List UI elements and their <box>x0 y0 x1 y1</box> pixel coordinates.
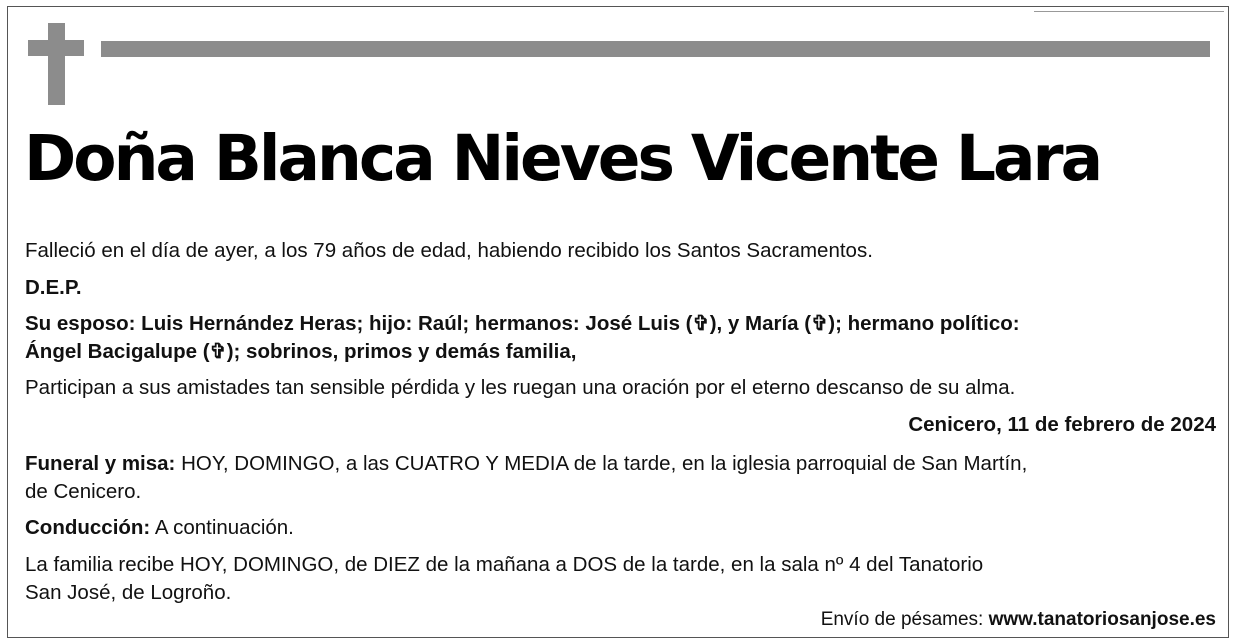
pesames-line <box>821 607 1216 633</box>
family-line-2: Ángel Bacigalupe (✞); sobrinos, primos y demás familia, <box>25 340 577 363</box>
family-line-1: Su esposo: Luis Hernández Heras; hijo: Raúl; hermanos: José Luis (✞), y María (✞); hermano político: <box>25 312 1020 335</box>
dep-text: D.E.P. <box>25 276 82 299</box>
familia-line-1: La familia recibe HOY, DOMINGO, de DIEZ de la mañana a DOS de la tarde, en la sala nº 4 del Tanatorio <box>25 553 984 576</box>
participan-text: Participan a sus amistades tan sensible pérdida y les ruegan una oración por el eterno descanso de su alma. <box>25 376 1016 399</box>
obituary-notice <box>7 6 1229 638</box>
funeral-text: HOY, DOMINGO, a las CUATRO Y MEDIA de la tarde, en la iglesia parroquial de San Martín, <box>175 452 1028 475</box>
header-rule <box>101 41 1210 57</box>
conduccion-line <box>25 513 294 542</box>
funeral-label: Funeral y misa: <box>25 452 176 475</box>
cross-icon <box>28 23 84 105</box>
funeral-line-1 <box>25 449 1027 478</box>
funeral-line-2: de Cenicero. <box>25 480 142 503</box>
pesames-label: Envío de pésames: <box>820 609 989 630</box>
pesames-link[interactable]: www.tanatoriosanjose.es <box>988 609 1216 630</box>
place-date: Cenicero, 11 de febrero de 2024 <box>908 413 1216 436</box>
intro-text: Falleció en el día de ayer, a los 79 años de edad, habiendo recibido los Santos Sacramentos. <box>25 239 873 262</box>
deceased-name: Doña Blanca Nieves Vicente Lara <box>24 122 1101 195</box>
conduccion-text: A continuación. <box>150 516 294 539</box>
corner-mark <box>1034 6 1224 12</box>
familia-line-2: San José, de Logroño. <box>25 581 232 604</box>
conduccion-label: Conducción: <box>25 516 151 539</box>
